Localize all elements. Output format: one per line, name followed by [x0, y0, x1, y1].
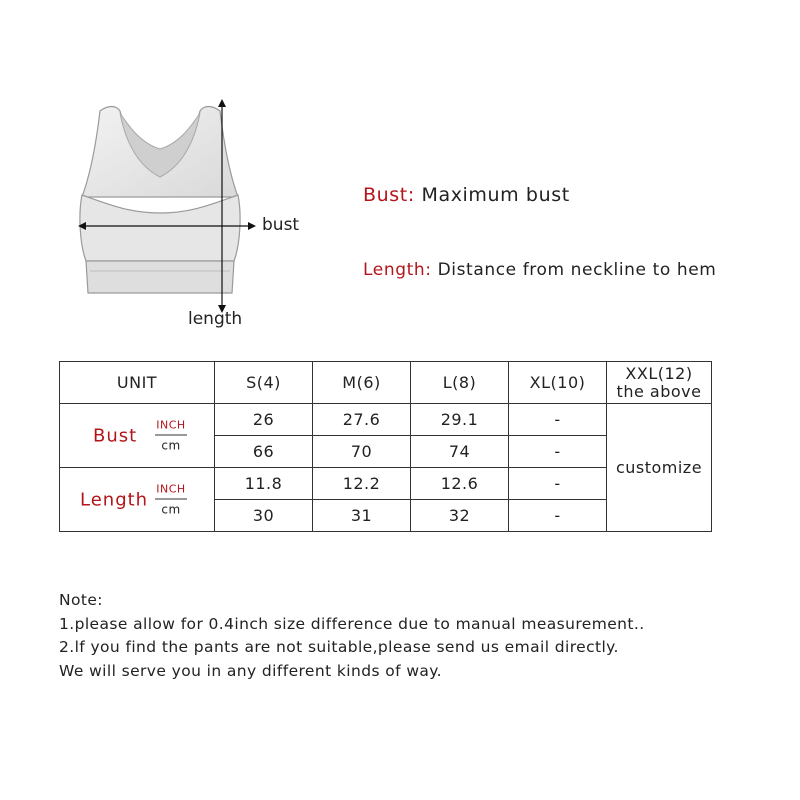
size-chart-table: [59, 361, 712, 532]
header-xxl-line1: XXL(12): [625, 363, 693, 383]
bust-cm-m: 70: [313, 436, 411, 468]
bust-cm-xl: -: [509, 436, 607, 468]
header-size-l: L(8): [411, 362, 509, 404]
length-inch-m: 12.2: [313, 468, 411, 500]
note-line: We will serve you in any different kinds of way.: [59, 661, 442, 680]
note-line: 1.please allow for 0.4inch size difference due to manual measurement..: [59, 614, 645, 633]
bust-cm-s: 66: [215, 436, 313, 468]
length-unit-stack: [155, 483, 187, 516]
header-size-xxl: [607, 362, 712, 404]
bust-inch-m: 27.6: [313, 404, 411, 436]
length-inch-xl: -: [509, 468, 607, 500]
header-size-s: S(4): [215, 362, 313, 404]
length-unit-cm: cm: [161, 502, 181, 516]
note-line: 2.lf you find the pants are not suitable,please send us email directly.: [59, 638, 619, 656]
length-row-name: Length: [80, 489, 149, 510]
bust-row-label: [60, 404, 215, 468]
bust-inch-l: 29.1: [411, 404, 509, 436]
length-cm-xl: -: [509, 500, 607, 532]
bust-unit-stack: [155, 419, 187, 452]
table-row: [60, 404, 712, 436]
notes-heading: Note:: [59, 591, 103, 609]
table-header-row: [60, 362, 712, 404]
header-size-m: M(6): [313, 362, 411, 404]
length-inch-l: 12.6: [411, 468, 509, 500]
bust-definition: [363, 184, 570, 206]
notes-block: [59, 589, 645, 683]
length-cm-l: 32: [411, 500, 509, 532]
header-size-xl: XL(10): [509, 362, 607, 404]
bust-measure-label: bust: [262, 215, 300, 235]
sports-bra-illustration: [60, 85, 280, 335]
length-inch-s: 11.8: [215, 468, 313, 500]
sports-bra-diagram: [60, 85, 280, 335]
bust-unit-cm: cm: [161, 438, 181, 452]
bust-unit-inch: INCH: [155, 419, 187, 435]
length-row-label: [60, 468, 215, 532]
length-definition-value: Distance from neckline to hem: [431, 260, 717, 280]
length-definition-key: Length:: [363, 260, 432, 280]
header-unit: UNIT: [60, 362, 215, 404]
bust-cm-l: 74: [411, 436, 509, 468]
bust-inch-s: 26: [215, 404, 313, 436]
bust-definition-key: Bust:: [363, 184, 415, 206]
length-definition: [363, 260, 716, 280]
bust-definition-value: Maximum bust: [414, 184, 570, 206]
length-cm-s: 30: [215, 500, 313, 532]
header-xxl-line2: the above: [616, 381, 702, 401]
length-unit-inch: INCH: [155, 483, 187, 499]
bust-inch-xl: -: [509, 404, 607, 436]
xxl-customize-cell: customize: [607, 404, 712, 532]
bust-row-name: Bust: [93, 425, 138, 446]
length-cm-m: 31: [313, 500, 411, 532]
length-measure-label: length: [188, 309, 243, 329]
